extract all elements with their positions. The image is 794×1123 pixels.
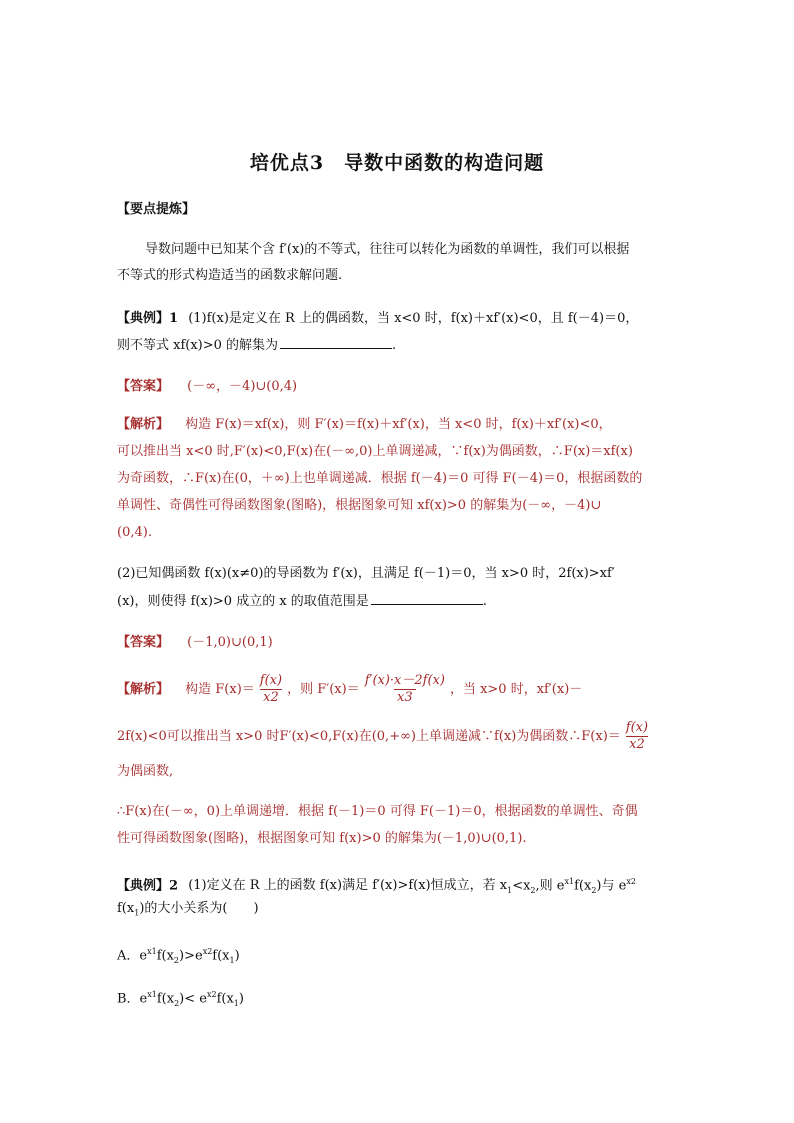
analysis2-line-5: 性可得函数图象(图略)，根据图象可知 f(x)>0 的解集为(－1,0)∪(0,1).: [117, 831, 527, 846]
subscript: 1: [134, 908, 140, 918]
answer-label: 【答案】: [117, 379, 170, 394]
option-text: A．e: [117, 948, 148, 964]
intro-line-2: 不等式的形式构造适当的函数求解问题.: [117, 268, 343, 283]
question-text: (1)定义在 R 上的函数 f(x)满足 f′(x)>f(x)恒成立，若 x: [188, 878, 508, 894]
subscript: 2: [173, 955, 180, 965]
analysis-text: 2f(x)<0可以推出当 x>0 时F′(x)<0,F(x)在(0,+∞)上单调递减∵f(x)为偶函数∴F(x)＝: [117, 729, 621, 744]
analysis2-line-2: [117, 719, 653, 755]
subscript: 1: [233, 998, 239, 1008]
example1-part2-line-1: (2)已知偶函数 f(x)(x≠0)的导函数为 f′(x)，且满足 f(－1)＝0，当 x>0 时，2f(x)>xf′: [117, 566, 615, 581]
analysis-text: 构造 F(x)＝: [185, 682, 255, 697]
intro-line-1: 导数问题中已知某个含 f′(x)的不等式，往往可以转化为函数的单调性，我们可以根据: [145, 242, 630, 257]
answer-value: (－∞，－4)∪(0,4): [187, 379, 298, 394]
subscript: 2: [174, 998, 180, 1008]
analysis-label: 【解析】: [117, 417, 170, 432]
analysis2-line-3: 为偶函数,: [117, 764, 174, 779]
analysis2-line-4: ∴F(x)在(－∞，0)上单调递增．根据 f(－1)＝0 可得 F(－1)＝0，根据函数的单调性、奇偶: [117, 804, 638, 819]
analysis1-line-4: 单调性、奇偶性可得函数图象(图略)，根据图象可知 xf(x)>0 的解集为(－∞，－4)∪: [117, 498, 602, 513]
superscript: x2: [626, 877, 636, 886]
example1-answer-1: [117, 378, 297, 396]
analysis-text: 构造 F(x)＝xf(x)，则 F′(x)＝f(x)＋xf′(x)，当 x<0 时，f(x)＋xf′(x)<0，: [185, 417, 612, 432]
analysis1-line-5: (0,4).: [117, 525, 152, 540]
superscript: x1: [147, 947, 157, 956]
analysis1-line-3: 为奇函数，∴F(x)在(0，＋∞)上也单调递减．根据 f(－4)＝0 可得 F(－4)＝0，根据函数的: [117, 471, 643, 486]
example1-label: 【典例】1: [117, 311, 179, 326]
option-text: f(x: [212, 948, 230, 964]
analysis-label: 【解析】: [117, 682, 170, 697]
analysis2-line-1: [117, 672, 582, 708]
option-text: )< e: [179, 991, 207, 1007]
superscript: x1: [564, 877, 575, 886]
fraction-f-over-x2: [623, 720, 651, 753]
option-text: f(x: [156, 991, 175, 1007]
example2-question-line-2: [117, 900, 259, 923]
fraction-denominator: x2: [260, 689, 282, 706]
answer-blank: [371, 592, 483, 605]
example1-question-line-1: [117, 310, 638, 328]
subscript: 1: [507, 885, 513, 895]
option-text: f(x: [156, 948, 174, 964]
question-text: <x: [512, 878, 531, 894]
example1-part2-text-2: (x)，则使得 f(x)>0 成立的 x 的取值范围是: [117, 594, 369, 609]
example1-part1-text-2: 则不等式 xf(x)>0 的解集为: [117, 338, 279, 353]
option-a[interactable]: A．$e^{x1}f(x_2)>e^{x2}f(x_1)$: [117, 947, 240, 965]
question-text: f(x: [574, 878, 592, 894]
subscript: 1: [229, 955, 235, 965]
analysis-text: ，则 F′(x)＝: [287, 682, 360, 697]
section-heading: 【要点提炼】: [117, 202, 196, 217]
superscript: x1: [147, 990, 157, 999]
answer-blank: [280, 336, 392, 349]
question-text: ,则 e: [535, 878, 565, 894]
question-text: )的大小关系为( ): [139, 901, 259, 916]
superscript: x2: [206, 990, 217, 999]
fraction-derivative: [362, 673, 448, 706]
subscript: 2: [591, 885, 597, 895]
analysis1-line-2: 可以推出当 x<0 时,F′(x)<0,F(x)在(－∞,0)上单调递减，∵f(x)为偶函数，∴F(x)＝xf(x): [117, 444, 633, 459]
example1-part1-text: (1)f(x)是定义在 R 上的偶函数，当 x<0 时，f(x)＋xf′(x)<0，且 f(－4)＝0，: [188, 311, 639, 326]
question-text: f(x: [117, 901, 135, 916]
option-text: f(x: [216, 991, 234, 1007]
page-title: 培优点3 导数中函数的构造问题: [249, 152, 545, 174]
answer-value: (－1,0)∪(0,1): [187, 635, 273, 650]
subscript: 2: [530, 885, 536, 895]
example2-label: 【典例】2: [117, 878, 179, 894]
example2-question-line-1: [117, 873, 636, 900]
analysis-text: ，当 x>0 时，xf′(x)－: [449, 682, 583, 697]
question-text: )与 e: [596, 878, 627, 894]
option-text: B．e: [117, 991, 148, 1007]
fraction-numerator: f(x): [259, 673, 283, 688]
fraction-denominator: x3: [394, 689, 416, 706]
fraction-numerator: f(x): [625, 720, 649, 735]
answer-label: 【答案】: [117, 635, 170, 650]
example1-answer-2: [117, 634, 273, 652]
fraction-numerator: f′(x)·x－2f(x): [364, 673, 445, 688]
option-b[interactable]: B．$e^{x1}f(x_2)< e^{x2}f(x_1)$: [117, 990, 244, 1008]
analysis1-line-1: [117, 416, 612, 434]
superscript: x2: [202, 947, 213, 956]
example1-part2-line-2: (x)，则使得 f(x)>0 成立的 x 的取值范围是 .: [117, 594, 487, 609]
fraction-denominator: x2: [626, 736, 648, 753]
fraction-f-over-x2: [257, 673, 285, 706]
example1-question-line-2: 则不等式 xf(x)>0 的解集为 .: [117, 338, 397, 353]
option-text: )>e: [179, 948, 203, 964]
